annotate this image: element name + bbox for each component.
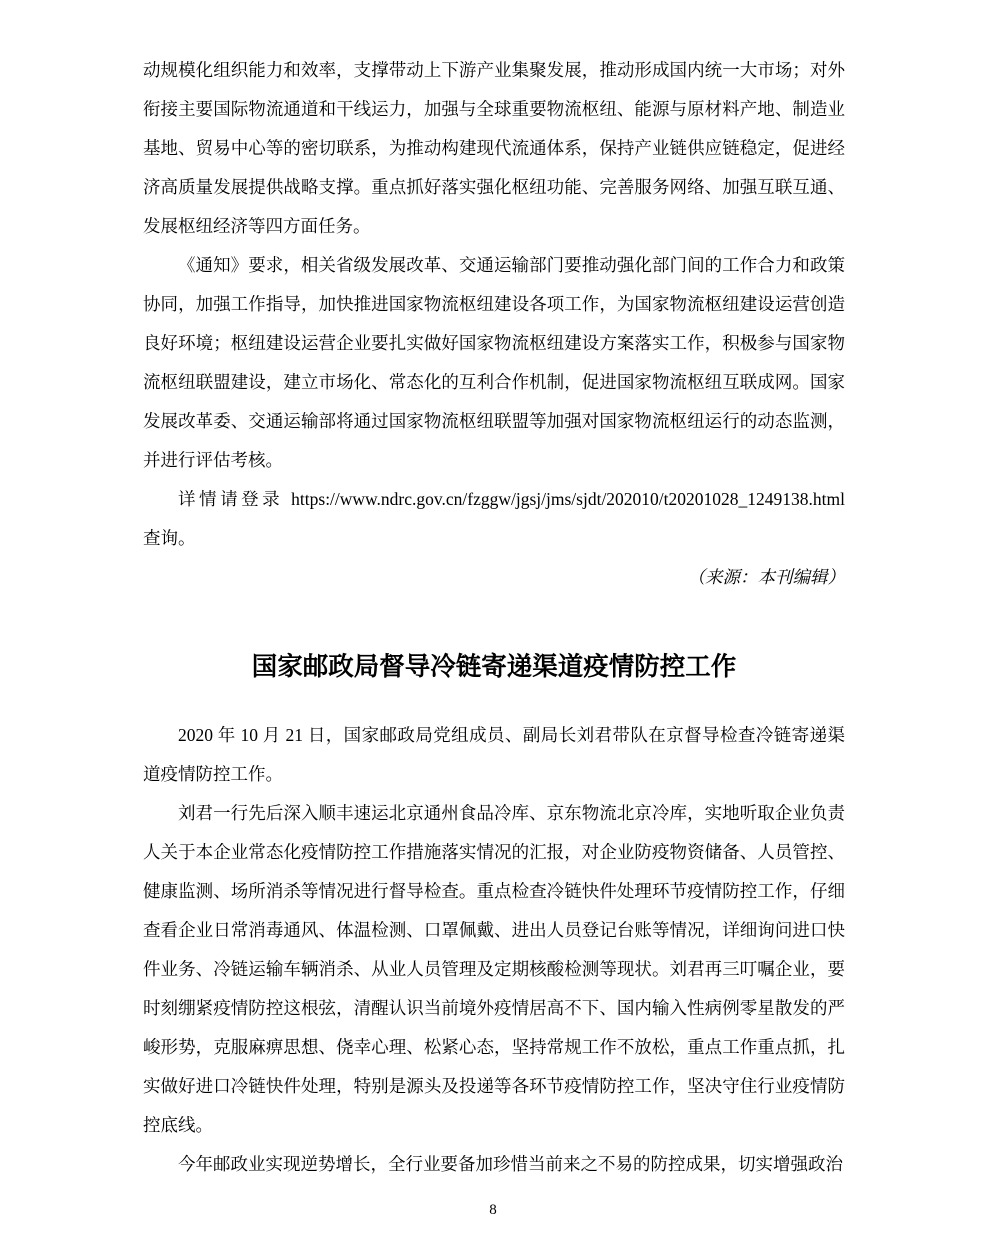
body-paragraph-inspection-details: 刘君一行先后深入顺丰速运北京通州食品冷库、京东物流北京冷库，实地听取企业负责人关于本企业常态化疫情防控工作措施落实情况的汇报，对企业防疫物资储备、人员管控、健康监测、场所消杀等情况进行督导检查。重点检查冷链快件处理环节疫情防控工作，仔细查看企业日常消毒通风、体温检测、口罩佩戴、进出人员登记台账等情况，详细询问进口快件业务、冷链运输车辆消杀、从业人员管理及定期核酸检测等现状。刘君再三叮嘱企业，要时刻绷紧疫情防控这根弦，清醒认识当前境外疫情居高不下、国内输入性病例零星散发的严峻形势，克服麻痹思想、侥幸心理、松紧心态，坚持常规工作不放松，重点工作重点抓，扎实做好进口冷链快件处理，特别是源头及投递等各环节疫情防控工作，坚决守住行业疫情防控底线。 [143,803,845,1135]
body-paragraph-notice-requirements: 《通知》要求，相关省级发展改革、交通运输部门要推动强化部门间的工作合力和政策协同，加强工作指导，加快推进国家物流枢纽建设各项工作，为国家物流枢纽建设运营创造良好环境；枢纽建设运营企业要扎实做好国家物流枢纽建设方案落实工作，积极参与国家物流枢纽联盟建设，建立市场化、常态化的互利合作机制，促进国家物流枢纽互联成网。国家发展改革委、交通运输部将通过国家物流枢纽联盟等加强对国家物流枢纽运行的动态监测，并进行评估考核。 [143,255,845,470]
page-number: 8 [489,1202,497,1218]
source-line: （来源：本刊编辑） [687,567,845,587]
body-paragraph-url: 详情请登录 https://www.ndrc.gov.cn/fzggw/jgsj/jms/sjdt/202010/t20201028_1249138.html 查询。 [143,489,845,548]
article-title: 国家邮政局督导冷链寄递渠道疫情防控工作 [251,653,737,681]
body-paragraph-continuation: 动规模化组织能力和效率，支撑带动上下游产业集聚发展，推动形成国内统一大市场；对外衔接主要国际物流通道和干线运力，加强与全球重要物流枢纽、能源与原材料产地、制造业基地、贸易中心等的密切联系，为推动构建现代流通体系，保持产业链供应链稳定，促进经济高质量发展提供战略支撑。重点抓好落实强化枢纽功能、完善服务网络、加强互联互通、发展枢纽经济等四方面任务。 [143,60,845,236]
body-paragraph-growth: 今年邮政业实现逆势增长，全行业要备加珍惜当前来之不易的防控成果，切实增强政治 [178,1154,843,1174]
page-content [143,51,845,1184]
body-paragraph-date-intro: 2020 年 10 月 21 日，国家邮政局党组成员、副局长刘君带队在京督导检查冷链寄递渠道疫情防控工作。 [143,725,845,784]
